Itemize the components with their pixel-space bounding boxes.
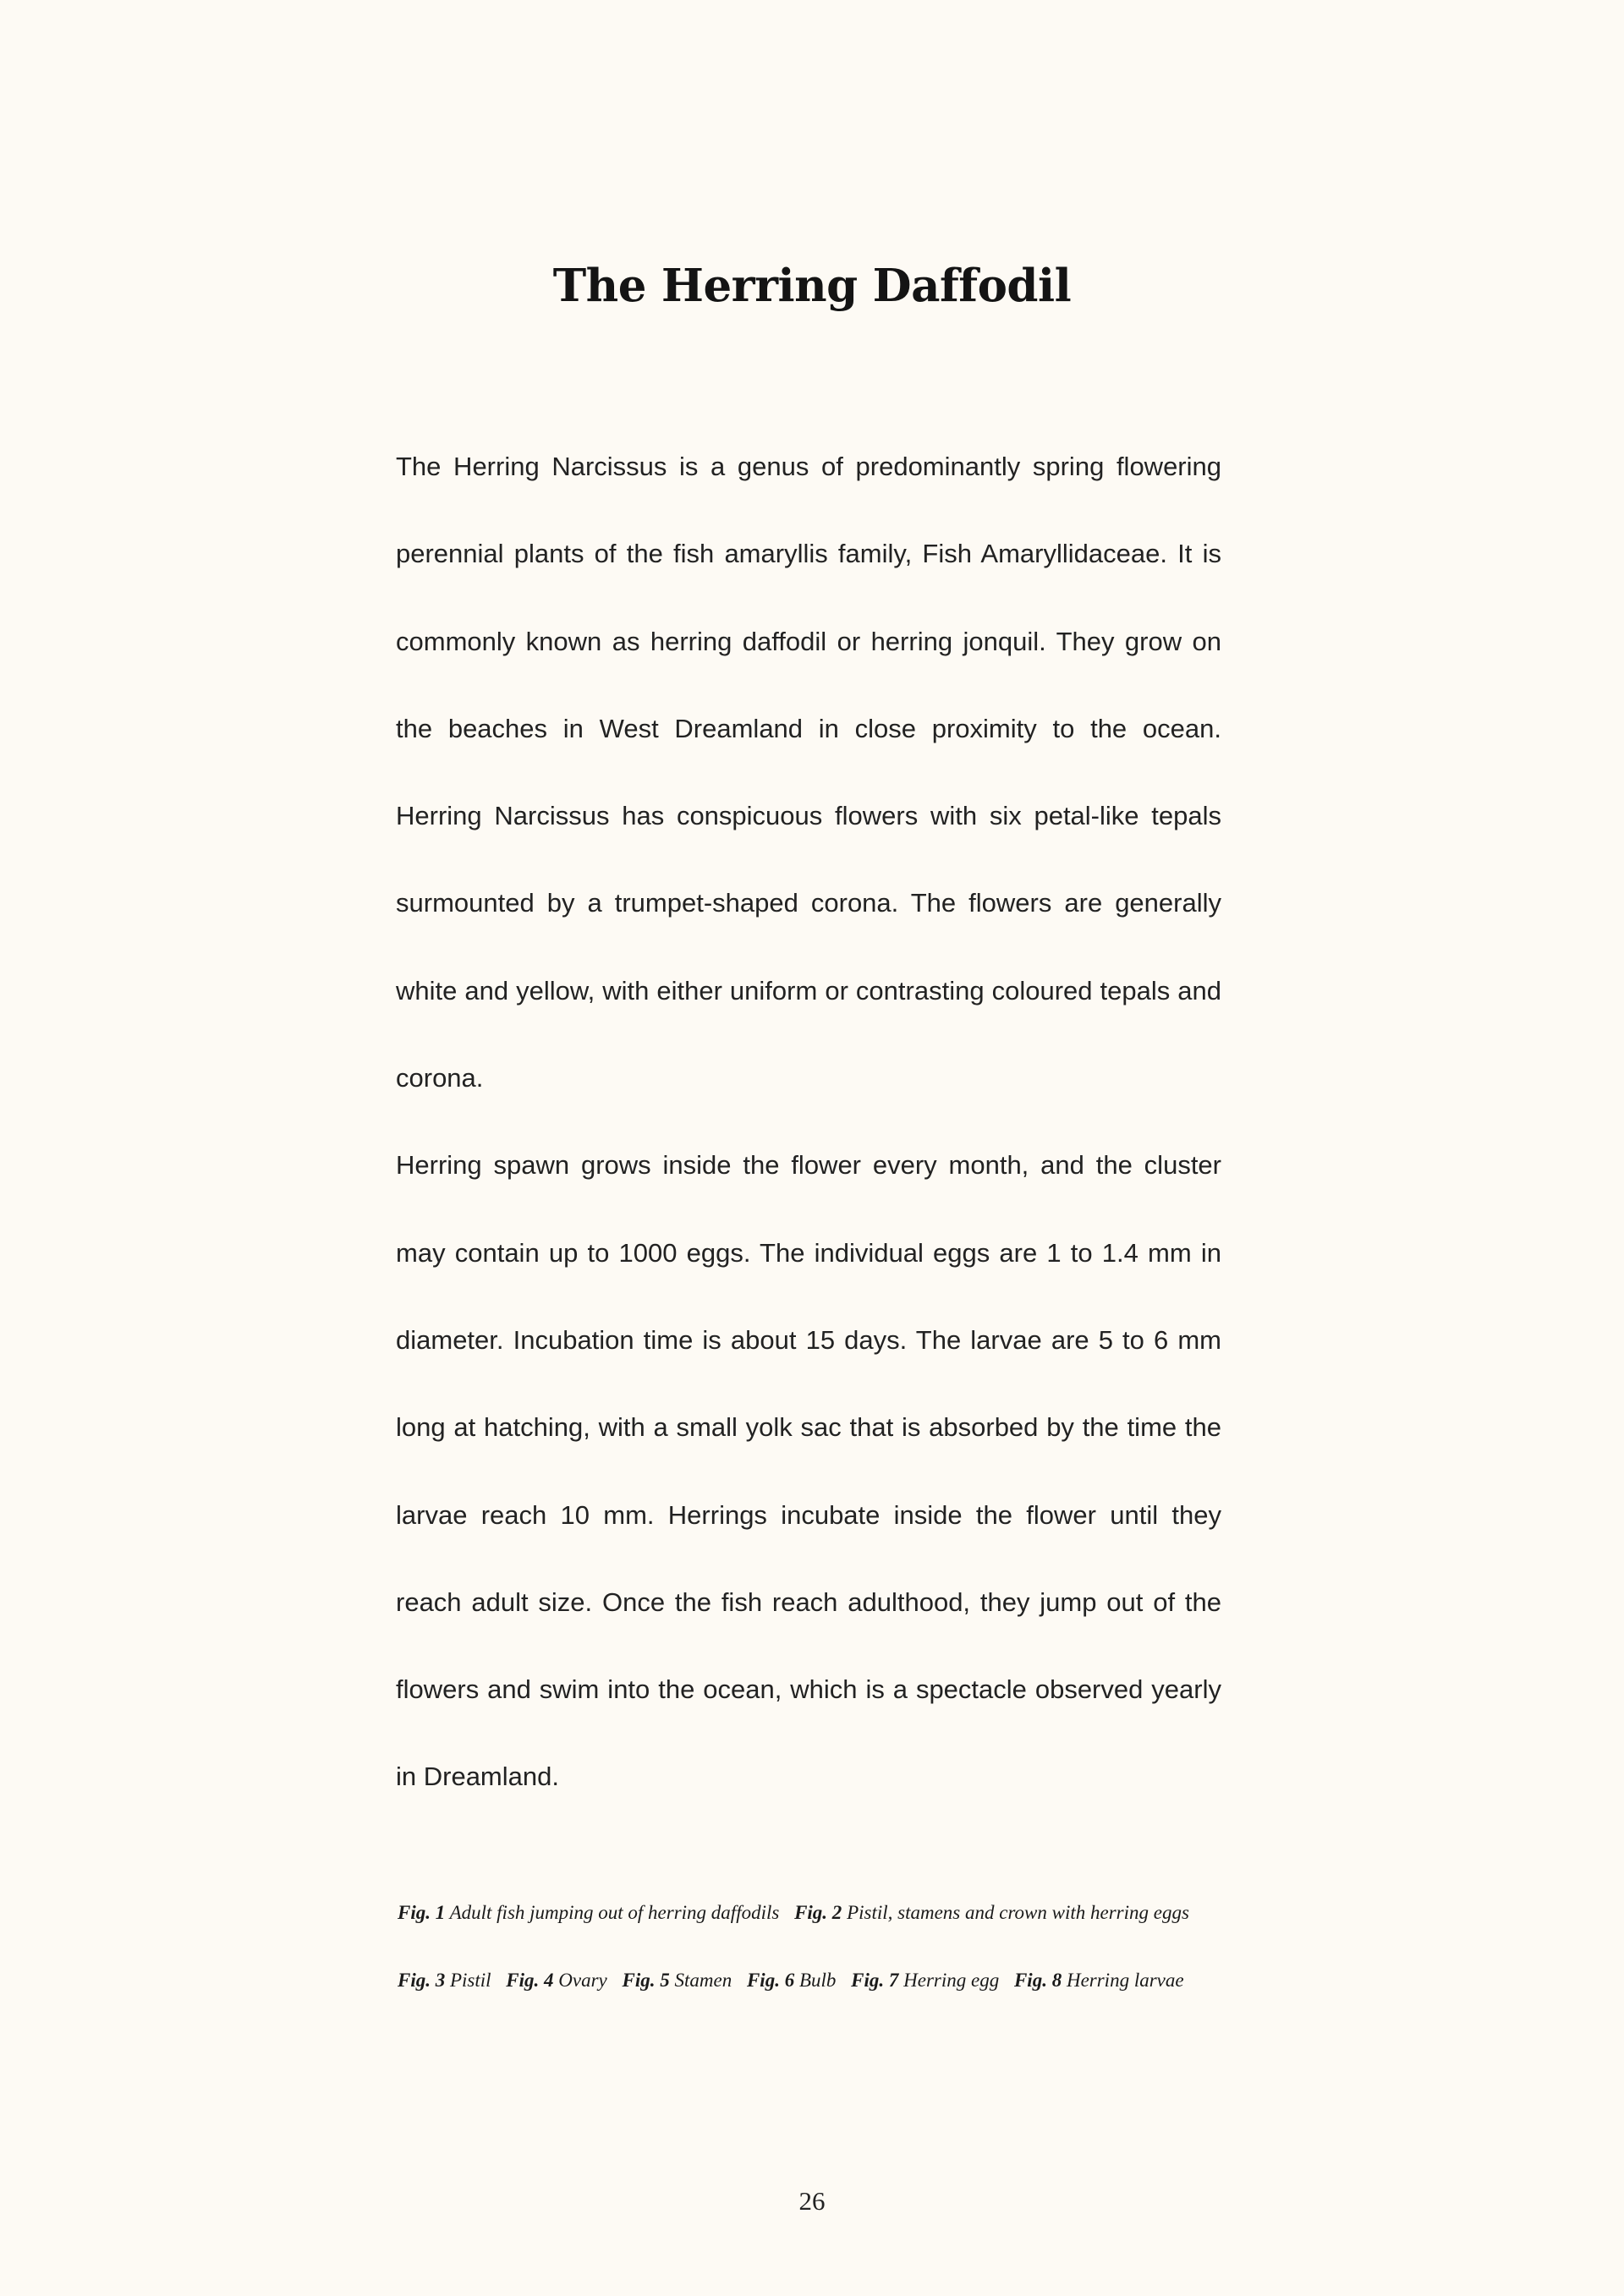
caption-text: Pistil, stamens and crown with herring eggs	[847, 1902, 1189, 1923]
caption-fig-3	[398, 1970, 491, 1991]
caption-text: Bulb	[798, 1970, 837, 1991]
caption-label: Fig. 3	[398, 1970, 446, 1991]
caption-fig-5	[623, 1970, 732, 1991]
caption-text: Herring egg	[903, 1970, 1000, 1991]
caption-fig-4	[506, 1970, 606, 1991]
paragraph: Herring spawn grows inside the flower every month, and the cluster may contain up to 1000 eggs. The individual eggs are 1 to 1.4 mm in diameter. Incubation time is about 15 days. The larvae are 5 to 6 mm long at hatching, with a small yolk sac that is absorbed by the time the larvae reach 10 mm. Herrings incubate inside the flower until they reach adult size. Once the fish reach adulthood, they jump out of the flowers and swim into the ocean, which is a spectacle observed yearly in Dreamland.	[396, 1150, 1221, 1792]
caption-line	[398, 1947, 1243, 2014]
page-title: The Herring Daffodil	[552, 260, 1072, 312]
caption-label: Fig. 5	[622, 1970, 670, 1991]
caption-text: Stamen	[674, 1970, 732, 1991]
figure-captions	[398, 1879, 1243, 2014]
caption-text: Herring larvae	[1066, 1970, 1184, 1991]
caption-fig-2	[794, 1902, 1189, 1923]
caption-fig-8	[1014, 1970, 1184, 1991]
caption-text: Adult fish jumping out of herring daffodils	[449, 1902, 780, 1923]
caption-text: Ovary	[558, 1970, 607, 1991]
caption-label: Fig. 6	[746, 1970, 795, 1991]
caption-fig-1	[398, 1902, 779, 1923]
paragraph: The Herring Narcissus is a genus of predominantly spring flowering perennial plants of the fish amaryllis family, Fish Amaryllidaceae. It is commonly known as herring daffodil or herring jonquil. They grow on the beaches in West Dreamland in close proximity to the ocean. Herring Narcissus has conspicuous flowers with six petal-like tepals surmounted by a trumpet-shaped corona. The flowers are generally white and yellow, with either uniform or contrasting coloured tepals and corona.	[396, 452, 1221, 1093]
caption-label: Fig. 8	[1013, 1970, 1062, 1991]
caption-label: Fig. 1	[398, 1902, 446, 1923]
caption-label: Fig. 2	[794, 1902, 842, 1923]
caption-label: Fig. 4	[506, 1970, 554, 1991]
caption-label: Fig. 7	[851, 1970, 899, 1991]
body-text	[396, 423, 1221, 1821]
caption-fig-7	[851, 1970, 999, 1991]
page-number: 26	[798, 2186, 826, 2216]
caption-fig-6	[747, 1970, 836, 1991]
caption-text: Pistil	[449, 1970, 491, 1991]
caption-line	[398, 1879, 1243, 1947]
